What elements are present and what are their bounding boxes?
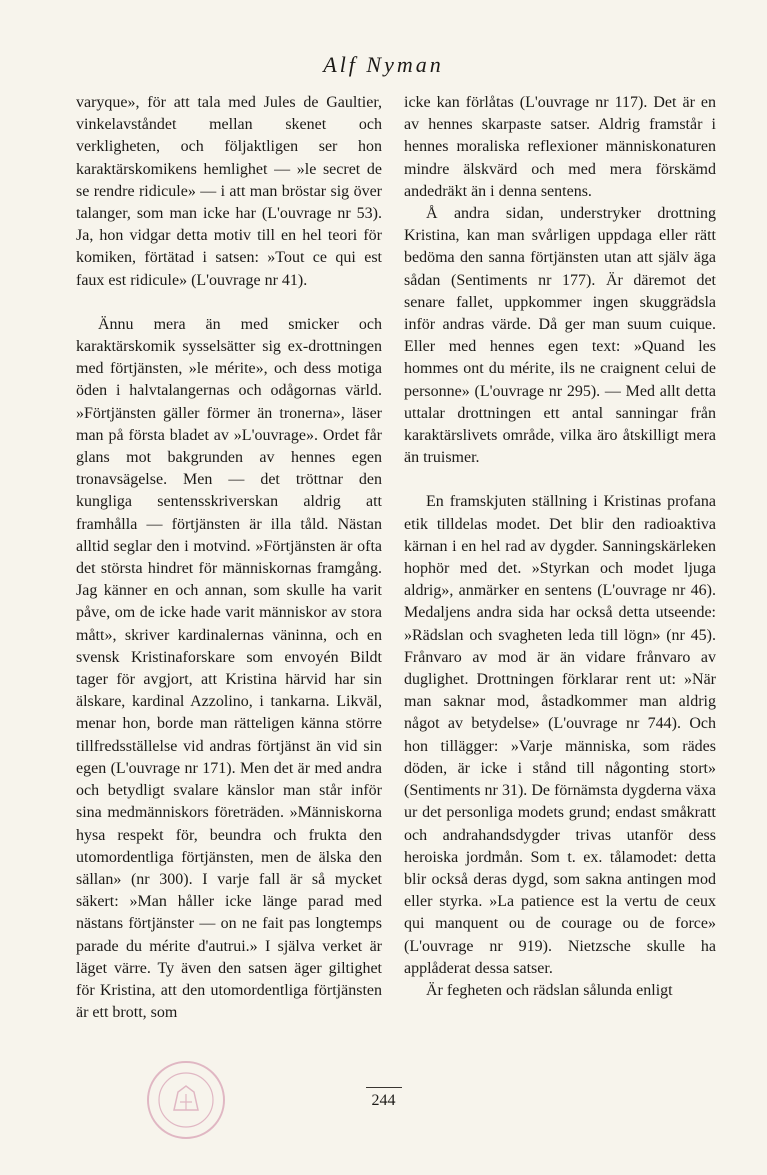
- left-paragraph-2: Ännu mera än med smicker och karaktärskomik sysselsätter sig ex-drottningen med förtjänsten, »le mérite», och dess motiga öden i halvtalangernas och odågornas värld. »Förtjänsten gäller förmer än tronerna», läser man på första bladet av »L'ouvrage». Ordet får glans mot bakgrunden av hennes egen tronavsägelse. Men — det tröttnar den kungliga sentensskriverskan aldrig att framhålla — förtjänsten är illa tåld. Nästan alltid seglar den i motvind. »Förtjänsten är ofta det största hindret för människornas framgång. Jag känner en och annan, som skulle ha varit påve, om de icke hade varit människor av stora mått», skriver kardinalernas väninna, och en svensk Kristinaforskare som envoyén Bildt tager för avgjort, att Kristina härvid har sin älskare, kardinal Azzolino, i tankarna. Likväl, menar hon, borde man rätteligen känna större tillfredsställelse vid andras förtjänst än vid sin egen (L'ouvrage nr 171). Men det är med andra och betydligt svalare känslor man står inför sina medmänniskors företräden. »Människorna hysa respekt för, beundra och frukta den utomordentliga förtjänsten, men de älska den sällan» (nr 300). I varje fall är så mycket säkert: »Man håller icke länge parad med nästans förtjänster — on ne fait pas longtemps parade du mérite d'autrui.» I själva verket är läget värre. Ty även den satsen äger giltighet för Kristina, att den utomordentliga förtjänsten är ett brott, som: [76, 315, 382, 1022]
- right-column: [404, 92, 716, 1002]
- running-header: Alf Nyman: [323, 52, 444, 77]
- folio-rule: [366, 1087, 402, 1088]
- right-paragraph-1: icke kan förlåtas (L'ouvrage nr 117). Det är en av hennes skarpaste satser. Aldrig framstår i hennes moraliska reflexioner människonaturen mindre älskvärd och med mera förskämd andedräkt än i denna sentens.: [404, 94, 716, 200]
- page-number: 244: [371, 1092, 396, 1109]
- right-paragraph-4: Är fegheten och rädslan sålunda enligt: [426, 981, 673, 999]
- library-stamp-icon: [144, 1058, 228, 1142]
- left-column: [76, 92, 382, 1024]
- right-paragraph-2: Å andra sidan, understryker drottning Kristina, kan man svårligen uppdaga eller rätt bedöma den sanna förtjänsten utan att själv äga sådan (Sentiments nr 177). Är däremot det senare fallet, uppkommer ingen skuggrädsla inför andras värde. Då ger man suum cuique. Eller med hennes egen text: »Quand les hommes ont du mérite, ils ne craignent celui de personne» (L'ouvrage nr 295). — Med allt detta uttalar drottningen ett antal sanningar från karaktärslivets område, vilka äro åtskilligt mera än truismer.: [404, 205, 716, 467]
- right-paragraph-3: En framskjuten ställning i Kristinas profana etik tilldelas modet. Det blir den radioaktiva kärnan i en hel rad av dygder. Sanningskärleken hophör med det. »Styrkan och modet ljuga aldrig», anmärker en sentens (L'ouvrage nr 46). Medaljens andra sida har också detta utseende: »Rädslan och svagheten leda till lögn» (nr 45). Frånvaro av mod är än vidare frånvaro av duglighet. Drottningen förklarar rent ut: »När man saknar mod, åstadkommer man aldrig något av betydelse» (L'ouvrage nr 744). Och hon tillägger: »Varje människa, som rädes döden, är icke i stånd till någonting stort» (Sentiments nr 31). De förnämsta dygderna växa ur det personliga modets grund; endast småkratt och andrahandsdygder trivas utanför dess heroiska jordmån. Som t. ex. tålamodet: detta blir också deras dygd, som sakna antingen mod eller styrka. »La patience est la vertu de ceux qui manquent ou de courage ou de force» (L'ouvrage nr 919). Nietzsche skulle ha applåderat dessa satser.: [404, 493, 716, 977]
- page-number-block: [0, 1087, 767, 1110]
- left-paragraph-1: varyque», för att tala med Jules de Gaultier, vinkelavståndet mellan skenet och verkligheten, och följaktligen ser hon karaktärskomikens hemlighet — »le secret de se rendre ridicule» — i att man bröstar sig över talanger, som man icke har (L'ouvrage nr 53). Ja, hon vidgar detta motiv till en hel teori för komiken, förtätad i satsen: »Tout ce qui est faux est ridicule» (L'ouvrage nr 41).: [76, 94, 382, 289]
